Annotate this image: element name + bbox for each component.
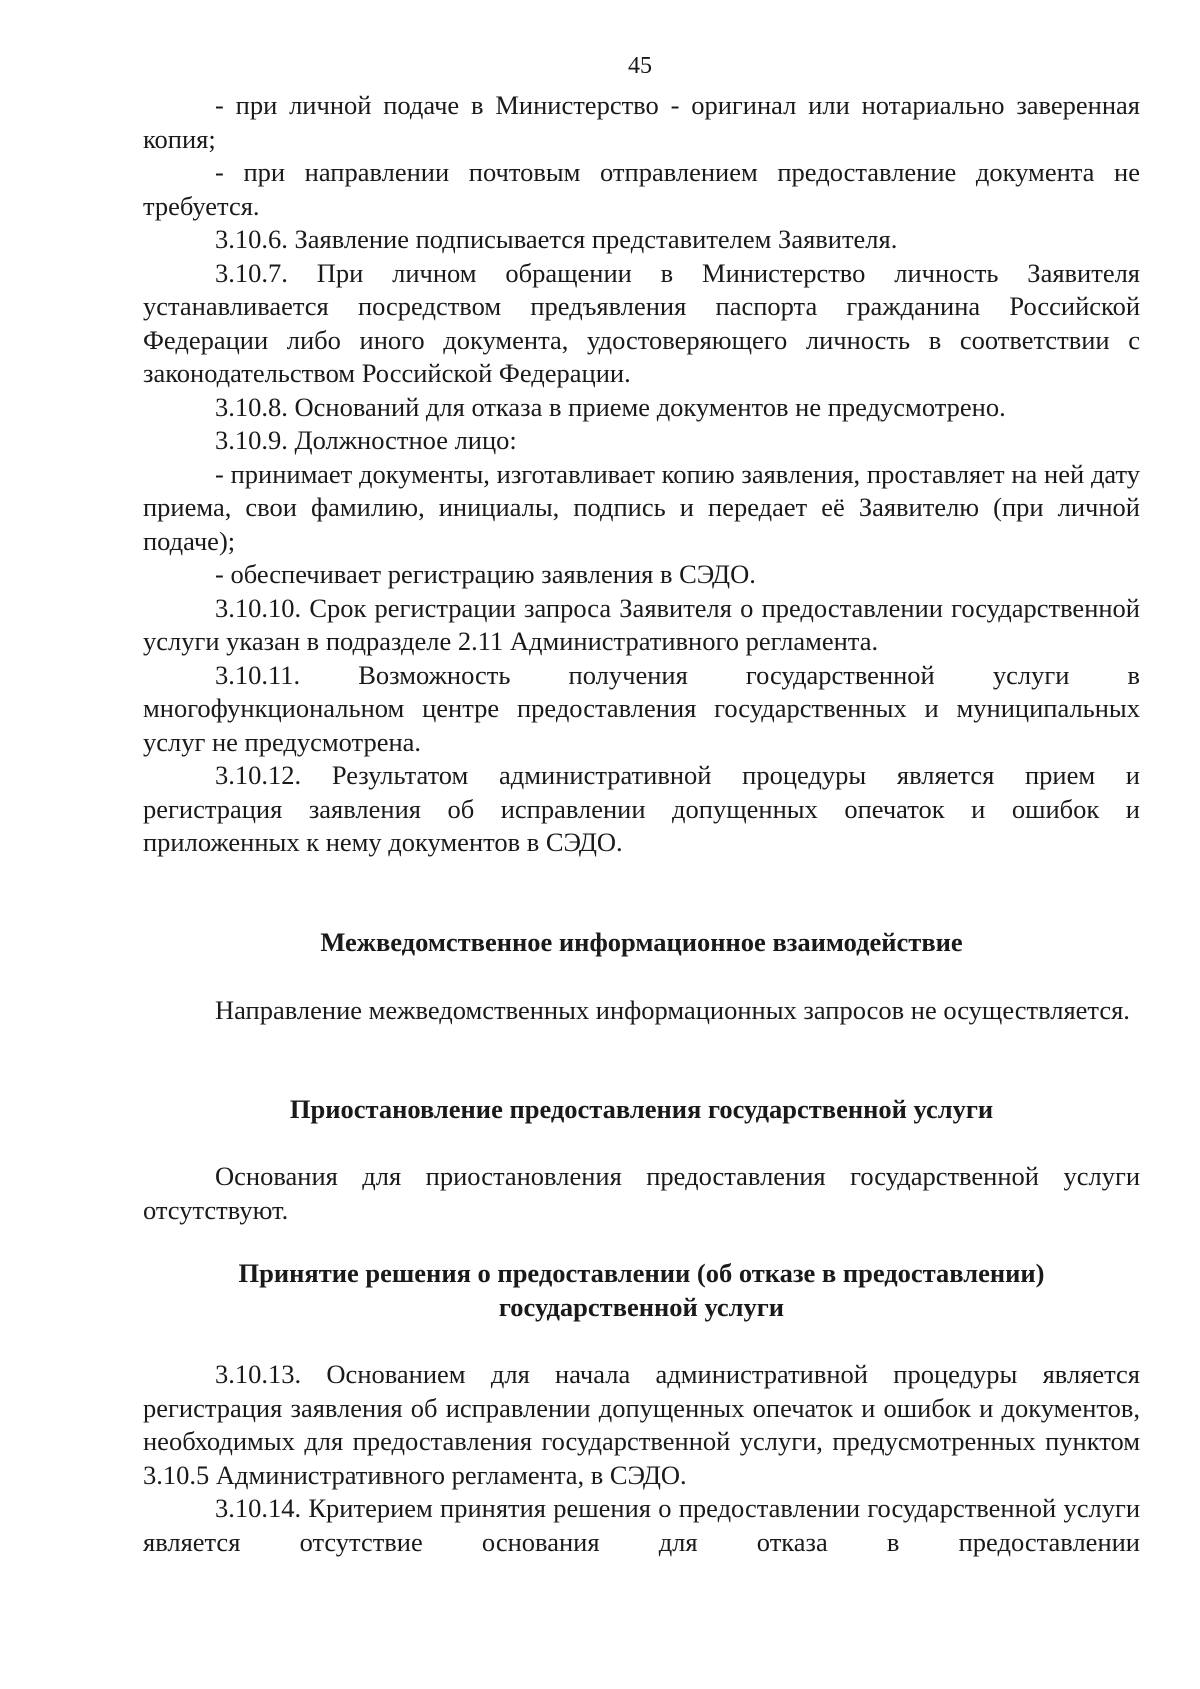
paragraph: - при направлении почтовым отправлением предоставление документа не требуется. xyxy=(143,157,1140,221)
paragraph: - принимает документы, изготавливает копию заявления, проставляет на ней дату приема, свои фамилию, инициалы, подпись и передает её Заявителю (при личной подаче); xyxy=(143,458,1140,556)
paragraph: Основания для приостановления предоставления государственной услуги отсутствуют. xyxy=(143,1161,1140,1225)
body-section-1 xyxy=(143,89,1140,860)
paragraph: 3.10.14. Критерием принятия решения о предоставлении государственной услуги является отсутствие основания для отказа в предоставлении xyxy=(143,1493,1140,1557)
paragraph: 3.10.8. Оснований для отказа в приеме документов не предусмотрено. xyxy=(215,391,1006,422)
body-section-2 xyxy=(143,994,1140,1028)
paragraph: 3.10.11. Возможность получения государственной услуги в многофункциональном центре предоставления государственных и муниципальных услуг не предусмотрена. xyxy=(143,659,1140,757)
heading-line: государственной услуги xyxy=(498,1292,785,1322)
section-heading-interagency: Межведомственное информационное взаимодействие xyxy=(320,927,963,957)
paragraph: 3.10.9. Должностное лицо: xyxy=(215,425,517,455)
paragraph: - при личной подаче в Министерство - оригинал или нотариально заверенная копия; xyxy=(143,90,1140,154)
paragraph: 3.10.10. Срок регистрации запроса Заявителя о предоставлении государственной услуги указан в подразделе 2.11 Административного регламента. xyxy=(143,592,1140,656)
paragraph: - обеспечивает регистрацию заявления в СЭДО. xyxy=(215,559,756,589)
paragraph: 3.10.13. Основанием для начала административной процедуры является регистрация заявления об исправлении допущенных опечаток и ошибок и документов, необходимых для предоставления государственной услуги, предусмотренных пунктом 3.10.5 Административного регламента, в СЭДО. xyxy=(143,1359,1140,1490)
body-section-4 xyxy=(143,1358,1140,1559)
paragraph: 3.10.12. Результатом административной процедуры является прием и регистрация заявления об исправлении допущенных опечаток и ошибок и приложенных к нему документов в СЭДО. xyxy=(143,760,1140,857)
paragraph: Направление межведомственных информационных запросов не осуществляется. xyxy=(215,995,1130,1025)
paragraph: 3.10.6. Заявление подписывается представителем Заявителя. xyxy=(215,224,898,254)
section-heading-decision xyxy=(143,1256,1140,1324)
paragraph: 3.10.7. При личном обращении в Министерство личность Заявителя устанавливается посредством предъявления паспорта гражданина Российской Федерации либо иного документа, удостоверяющего личность в соответствии с законодательством Российской Федерации. xyxy=(143,257,1140,388)
section-heading-suspension: Приостановление предоставления государственной услуги xyxy=(289,1094,994,1124)
page-number: 45 xyxy=(628,53,652,79)
body-section-3 xyxy=(143,1160,1140,1227)
heading-line: Принятие решения о предоставлении (об отказе в предоставлении) xyxy=(238,1258,1045,1288)
